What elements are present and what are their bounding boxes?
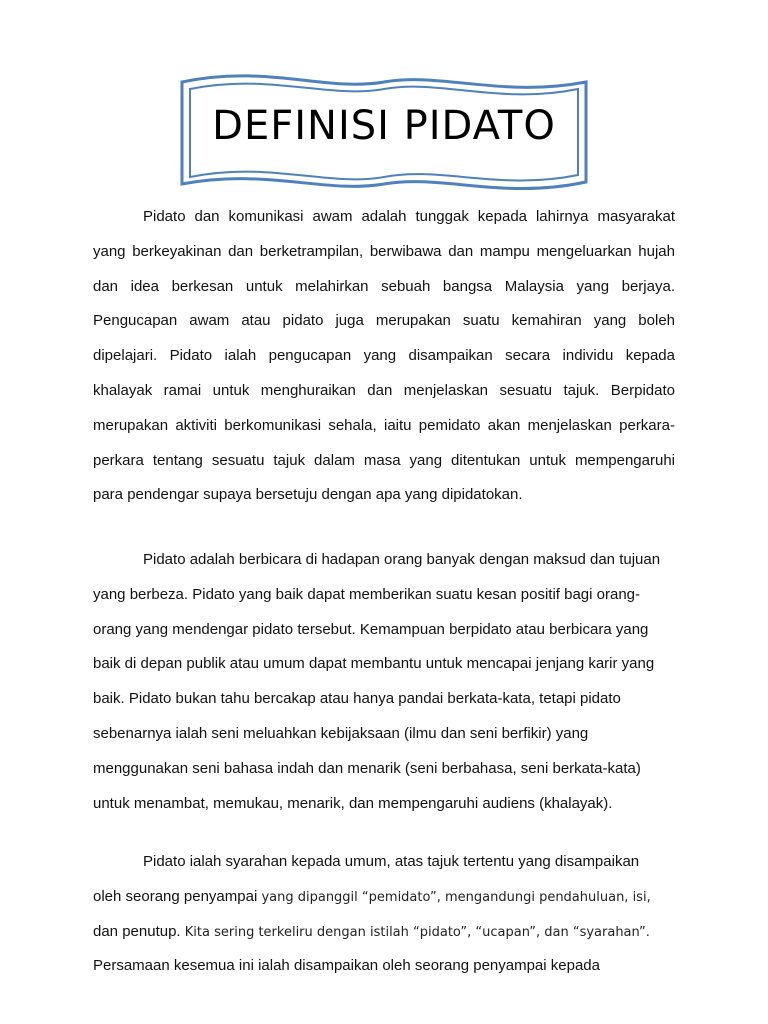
- paragraph-line: dipelajari. Pidato ialah pengucapan yang disampaikan secara individu kepada: [93, 347, 675, 365]
- text-run: dan penutup.: [93, 922, 185, 940]
- paragraph-line: yang berbeza. Pidato yang baik dapat memberikan suatu kesan positif bagi orang-: [93, 585, 641, 603]
- paragraph-line: para pendengar supaya bersetuju dengan apa yang dipidatokan.: [93, 486, 523, 504]
- paragraph-line: menggunakan seni bahasa indah dan menarik (seni berbahasa, seni berkata-kata): [93, 759, 641, 777]
- title-banner: [176, 70, 592, 196]
- paragraph-line: untuk menambat, memukau, menarik, dan mempengaruhi audiens (khalayak).: [93, 794, 613, 812]
- paragraph-line: khalayak ramai untuk menghuraikan dan menjelaskan sesuatu tajuk. Berpidato: [93, 381, 675, 399]
- paragraph-line: merupakan aktiviti berkomunikasi sehala, iaitu pemidato akan menjelaskan perkara-: [93, 416, 675, 434]
- text-run: oleh seorang penyampai: [93, 887, 262, 905]
- paragraph-line: Pidato adalah berbicara di hadapan orang banyak dengan maksud dan tujuan: [143, 551, 661, 568]
- paragraph-line: Pidato ialah syarahan kepada umum, atas tajuk tertentu yang disampaikan: [143, 853, 640, 870]
- paragraph-line: Pengucapan awam atau pidato juga merupakan suatu kemahiran yang boleh: [93, 312, 675, 330]
- paragraph-line: perkara tentang sesuatu tajuk dalam masa yang ditentukan untuk mempengaruhi: [93, 451, 675, 469]
- text-run-alt-font: yang dipanggil “pemidato”, mengandungi pendahuluan, isi,: [261, 889, 651, 905]
- text-run-alt-font: Kita sering terkeliru dengan istilah “pidato”, “ucapan”, dan “syarahan”.: [184, 924, 650, 940]
- paragraph-line: Persamaan kesemua ini ialah disampaikan oleh seorang penyampai kepada: [93, 957, 600, 975]
- paragraph-line: yang berkeyakinan dan berketrampilan, berwibawa dan mampu mengeluarkan hujah: [93, 242, 675, 260]
- page-title: DEFINISI PIDATO: [212, 103, 556, 149]
- paragraph-line: sebenarnya ialah seni meluahkan kebijaksaan (ilmu dan seni berfikir) yang: [93, 724, 589, 742]
- paragraph-line: baik di depan publik atau umum dapat membantu untuk mencapai jenjang karir yang: [93, 655, 655, 673]
- paragraph-3: [93, 850, 675, 989]
- paragraph-line-mixed: [93, 885, 675, 920]
- paragraph-line: baik. Pidato bukan tahu bercakap atau hanya pandai berkata-kata, tetapi pidato: [93, 690, 621, 708]
- paragraph-1: [93, 205, 675, 518]
- paragraph-2: [93, 548, 675, 826]
- paragraph-line: orang yang mendengar pidato tersebut. Kemampuan berpidato atau berbicara yang: [93, 620, 649, 638]
- paragraph-line: dan idea berkesan untuk melahirkan sebuah bangsa Malaysia yang berjaya.: [93, 277, 675, 295]
- paragraph-line: Pidato dan komunikasi awam adalah tunggak kepada lahirnya masyarakat: [143, 208, 675, 225]
- paragraph-line-mixed: [93, 920, 675, 955]
